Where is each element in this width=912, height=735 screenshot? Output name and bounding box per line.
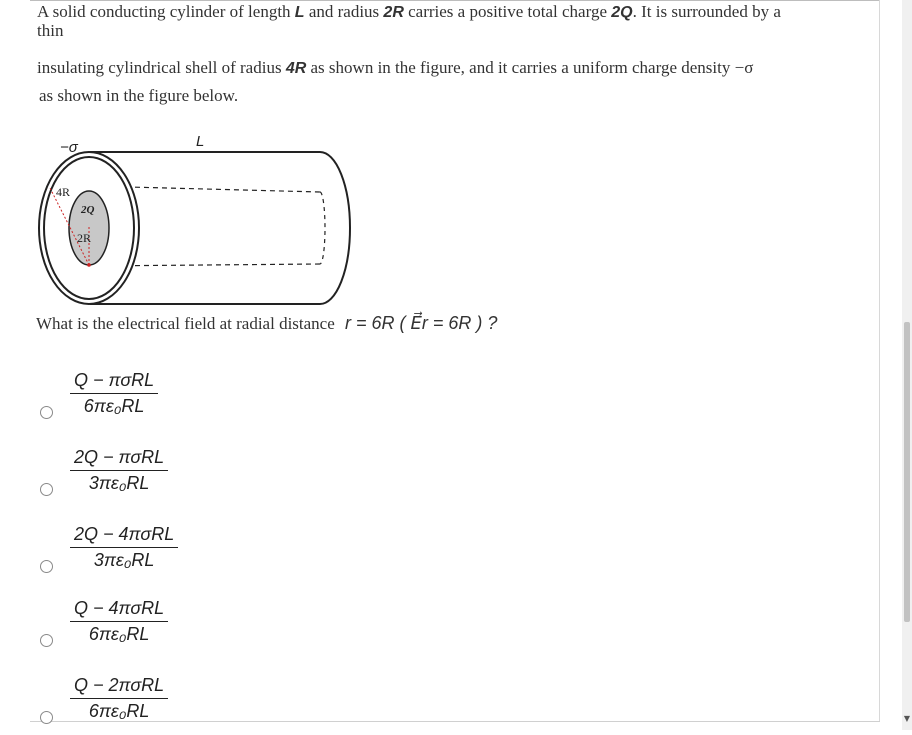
top-border (30, 0, 880, 1)
fraction-numerator: Q − πσRL (70, 370, 158, 394)
question-prompt (36, 313, 497, 334)
radio-button[interactable] (40, 634, 53, 647)
option-1[interactable] (40, 370, 340, 430)
radio-button[interactable] (40, 483, 53, 496)
scroll-down-arrow-icon[interactable]: ▼ (903, 714, 911, 723)
option-fraction (70, 598, 168, 645)
question-line-3 (37, 58, 753, 78)
charge-2Q-label: 2Q (81, 204, 95, 216)
right-border (879, 0, 880, 722)
option-fraction (70, 370, 158, 417)
fraction-numerator: Q − 4πσRL (70, 598, 168, 622)
fraction-denominator: 3πε₀RL (93, 550, 155, 570)
question-text: A solid conducting cylinder of length (37, 2, 295, 21)
option-4[interactable] (40, 598, 340, 658)
option-fraction (70, 675, 168, 722)
fraction-numerator: Q − 2πσRL (70, 675, 168, 699)
sigma-label: −σ (60, 139, 78, 156)
fraction-denominator: 6πε₀RL (83, 396, 145, 416)
prompt-text: What is the electrical field at radial distance (36, 314, 335, 333)
var-radius: 2R (383, 4, 404, 21)
question-line-1 (37, 2, 781, 22)
option-3[interactable] (40, 524, 340, 584)
radio-button[interactable] (40, 711, 53, 724)
var-length: L (294, 4, 305, 21)
option-5[interactable] (40, 675, 340, 735)
question-text: insulating cylindrical shell of radius (37, 58, 286, 77)
question-text: . It is surrounded by a (632, 2, 781, 21)
inner-right-dashed-end (320, 192, 325, 264)
center-point (87, 263, 91, 267)
radius-4R-label: 4R (56, 185, 71, 199)
fraction-denominator: 6πε₀RL (88, 624, 150, 644)
length-label: L (196, 133, 205, 150)
option-2[interactable] (40, 447, 340, 507)
question-line-2: thin (37, 21, 64, 40)
question-text: and radius (304, 2, 384, 21)
cylinder-right-end (320, 152, 350, 304)
question-line-4: as shown in the figure below. (39, 86, 239, 105)
fraction-denominator: 6πε₀RL (88, 701, 150, 721)
option-fraction (70, 447, 168, 494)
var-shell-radius: 4R (285, 60, 307, 77)
vertical-scrollbar[interactable] (902, 0, 912, 730)
var-charge: 2Q (611, 4, 633, 21)
fraction-numerator: 2Q − 4πσRL (70, 524, 178, 548)
radius-2R-label: 2R (77, 231, 92, 245)
scrollbar-thumb[interactable] (904, 322, 910, 622)
question-text: as shown in the figure, and it carries a uniform charge density −σ (306, 58, 754, 77)
cylinder-figure (30, 126, 360, 306)
prompt-math: r = 6R ( E⃗r = 6R ) ? (345, 313, 498, 333)
option-fraction (70, 524, 178, 571)
question-text: carries a positive total charge (403, 2, 612, 21)
fraction-numerator: 2Q − πσRL (70, 447, 168, 471)
radio-button[interactable] (40, 406, 53, 419)
radio-button[interactable] (40, 560, 53, 573)
fraction-denominator: 3πε₀RL (88, 473, 150, 493)
